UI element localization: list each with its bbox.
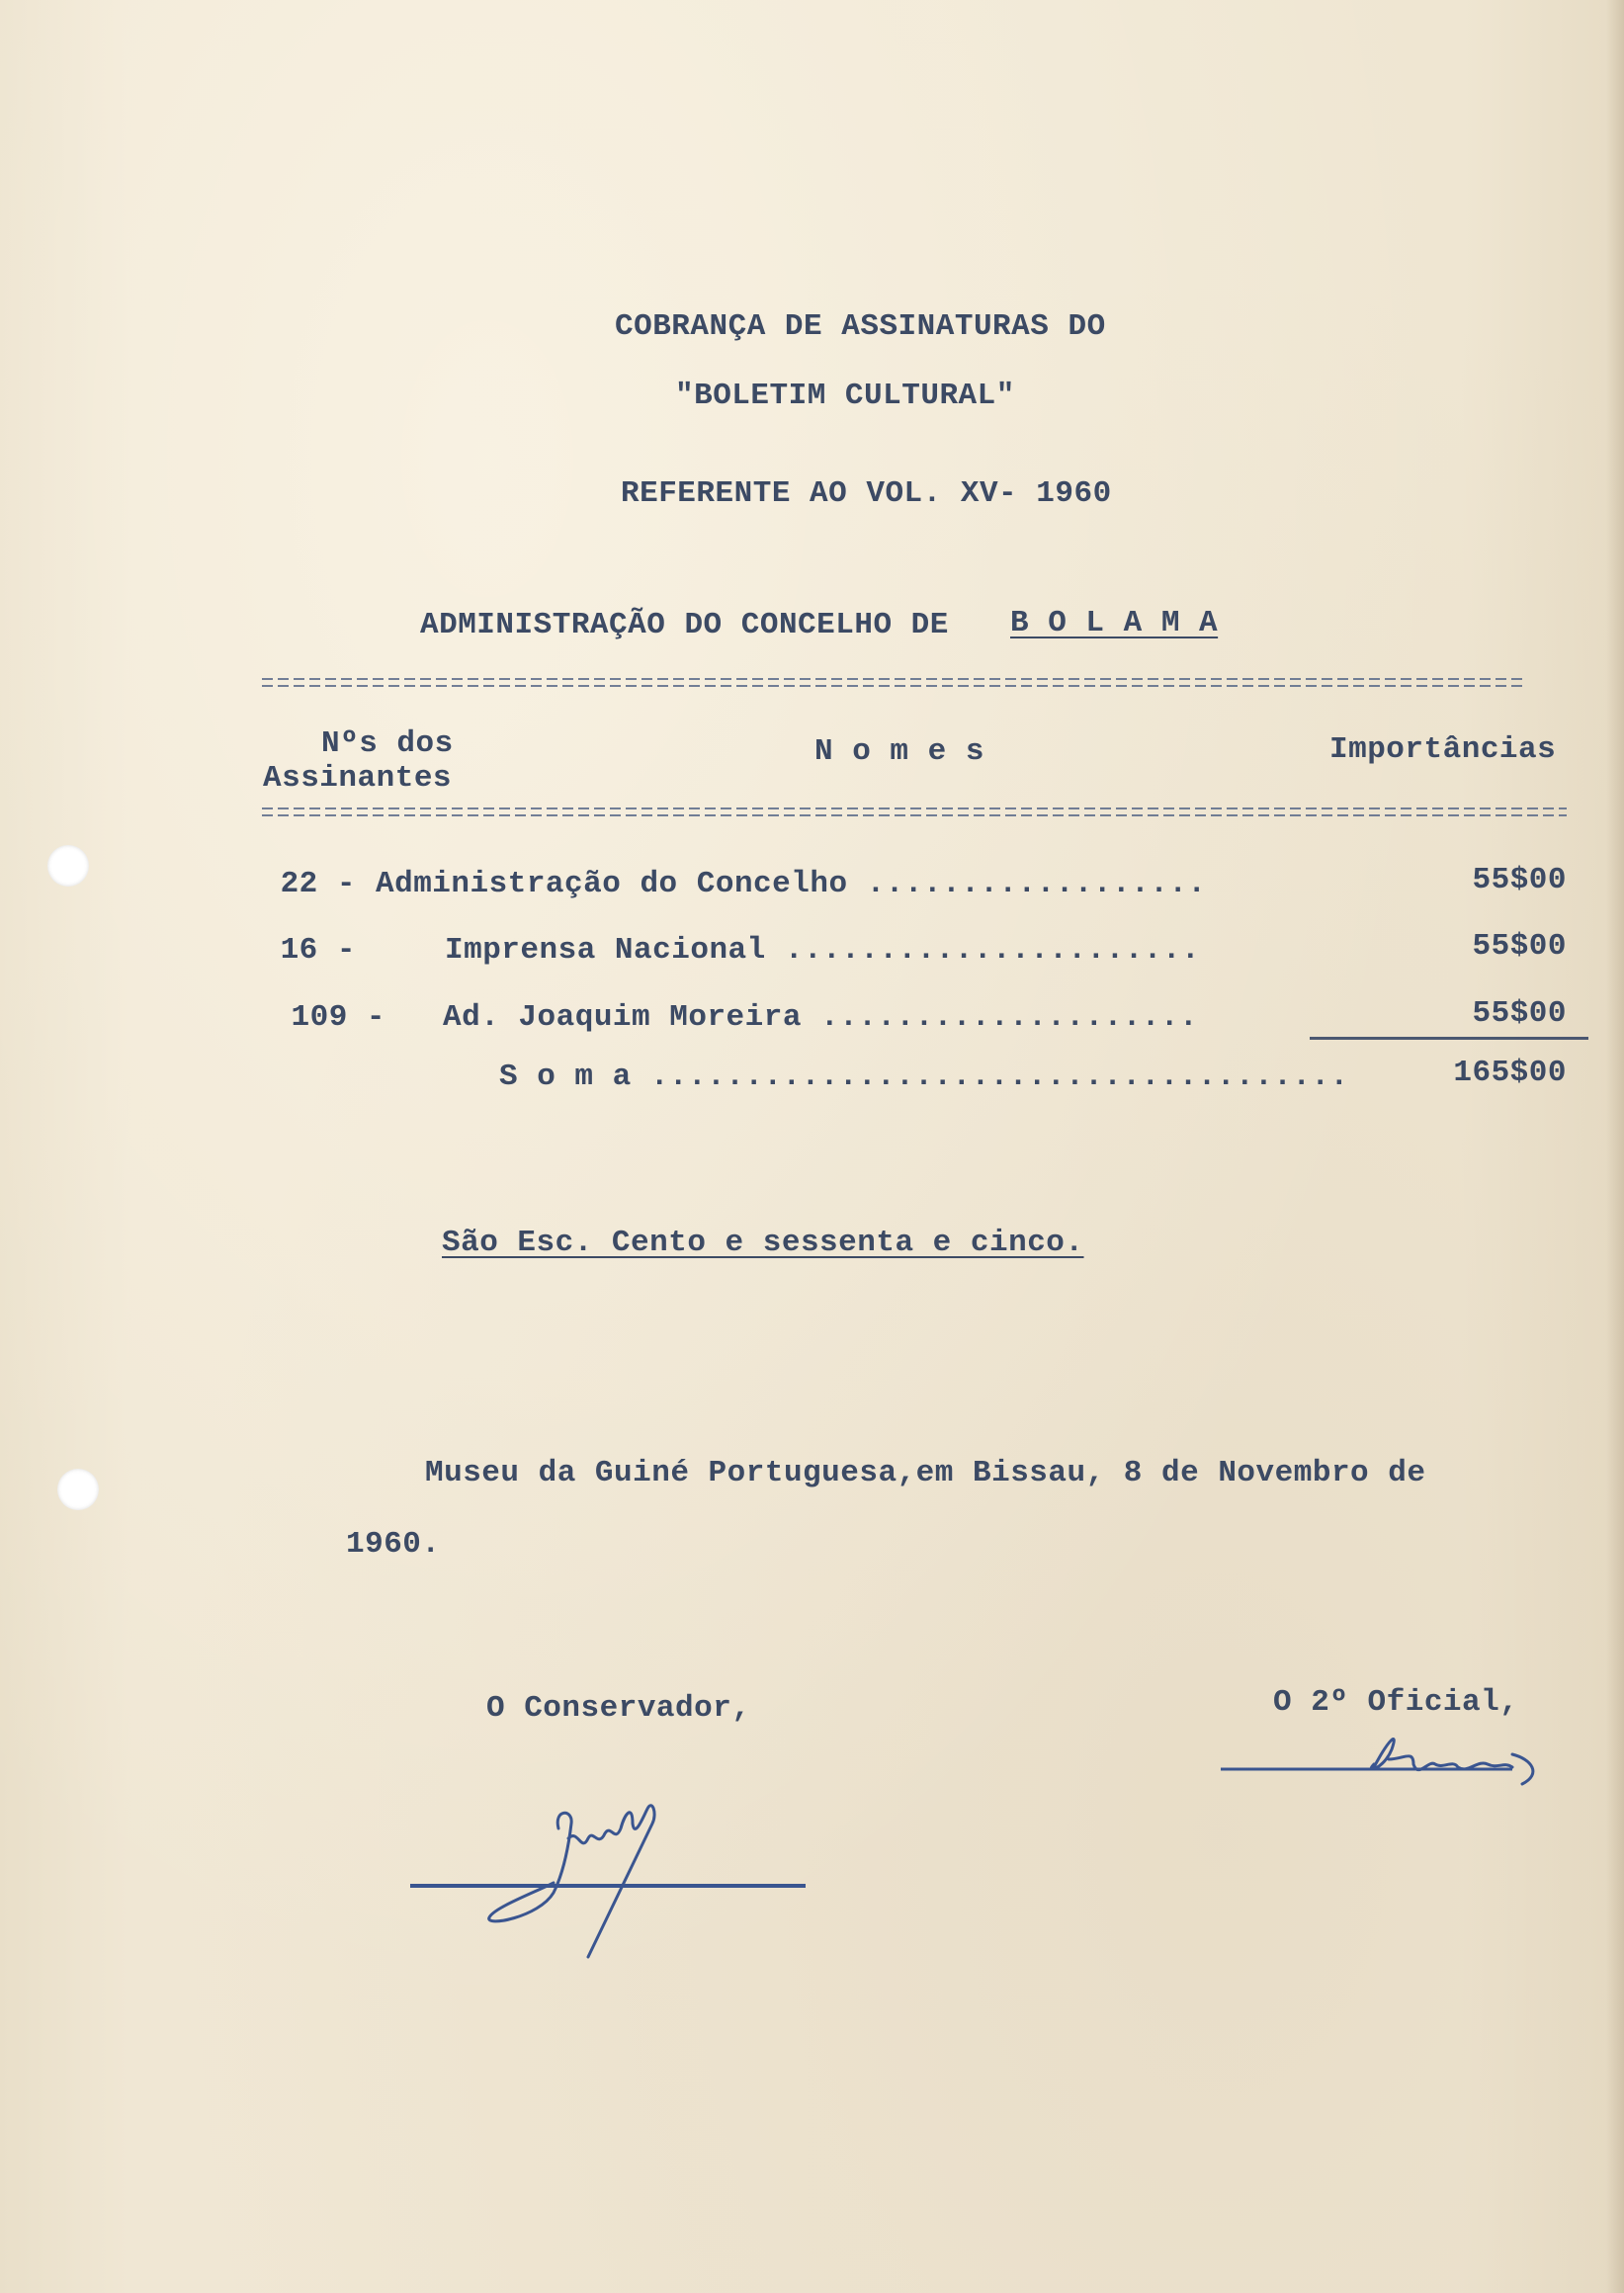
right-signature [1216,1720,1581,1809]
sum-rule [1310,1037,1588,1040]
row-amount: 55$00 [1472,996,1567,1031]
row-amount: 55$00 [1472,863,1567,897]
header-number-line1: Nºs dos [321,726,454,761]
right-signatory-title: O 2º Oficial, [1273,1685,1519,1720]
row-number: 16 - [280,933,356,968]
punch-hole-bottom [57,1469,99,1510]
left-signature [405,1769,820,1967]
doc-title-line2: "BOLETIM CULTURAL" [675,379,1015,413]
total-label: S o m a ..................................... [499,1060,1349,1094]
row-name: Imprensa Nacional ...................... [445,933,1201,968]
header-names: N o m e s [814,734,984,769]
header-amounts: Importâncias [1329,732,1557,767]
amount-in-words: São Esc. Cento e sessenta e cinco. [442,1226,1084,1260]
row-number: 109 - [291,1000,385,1035]
doc-title-line1: COBRANÇA DE ASSINATURAS DO [615,309,1106,344]
table-rule-top [262,676,1522,690]
page-edge-shadow [1606,0,1624,2293]
table-rule-bottom [262,806,1567,819]
administration-place: B O L A M A [1010,606,1219,640]
total-amount: 165$00 [1453,1056,1567,1090]
doc-title-line3: REFERENTE AO VOL. XV- 1960 [621,476,1112,511]
left-signatory-title: O Conservador, [486,1691,751,1726]
punch-hole-top [47,845,89,887]
administration-prefix: ADMINISTRAÇÃO DO CONCELHO DE [420,608,949,642]
row-number: 22 - [280,867,356,901]
row-amount: 55$00 [1472,929,1567,964]
row-name: Ad. Joaquim Moreira .................... [443,1000,1199,1035]
place-date-line2: 1960. [346,1527,441,1562]
row-name: Administração do Concelho .................. [376,867,1207,901]
header-number-line2: Assinantes [263,761,453,796]
place-date-line1: Museu da Guiné Portuguesa,em Bissau, 8 de Novembro de [425,1456,1426,1490]
